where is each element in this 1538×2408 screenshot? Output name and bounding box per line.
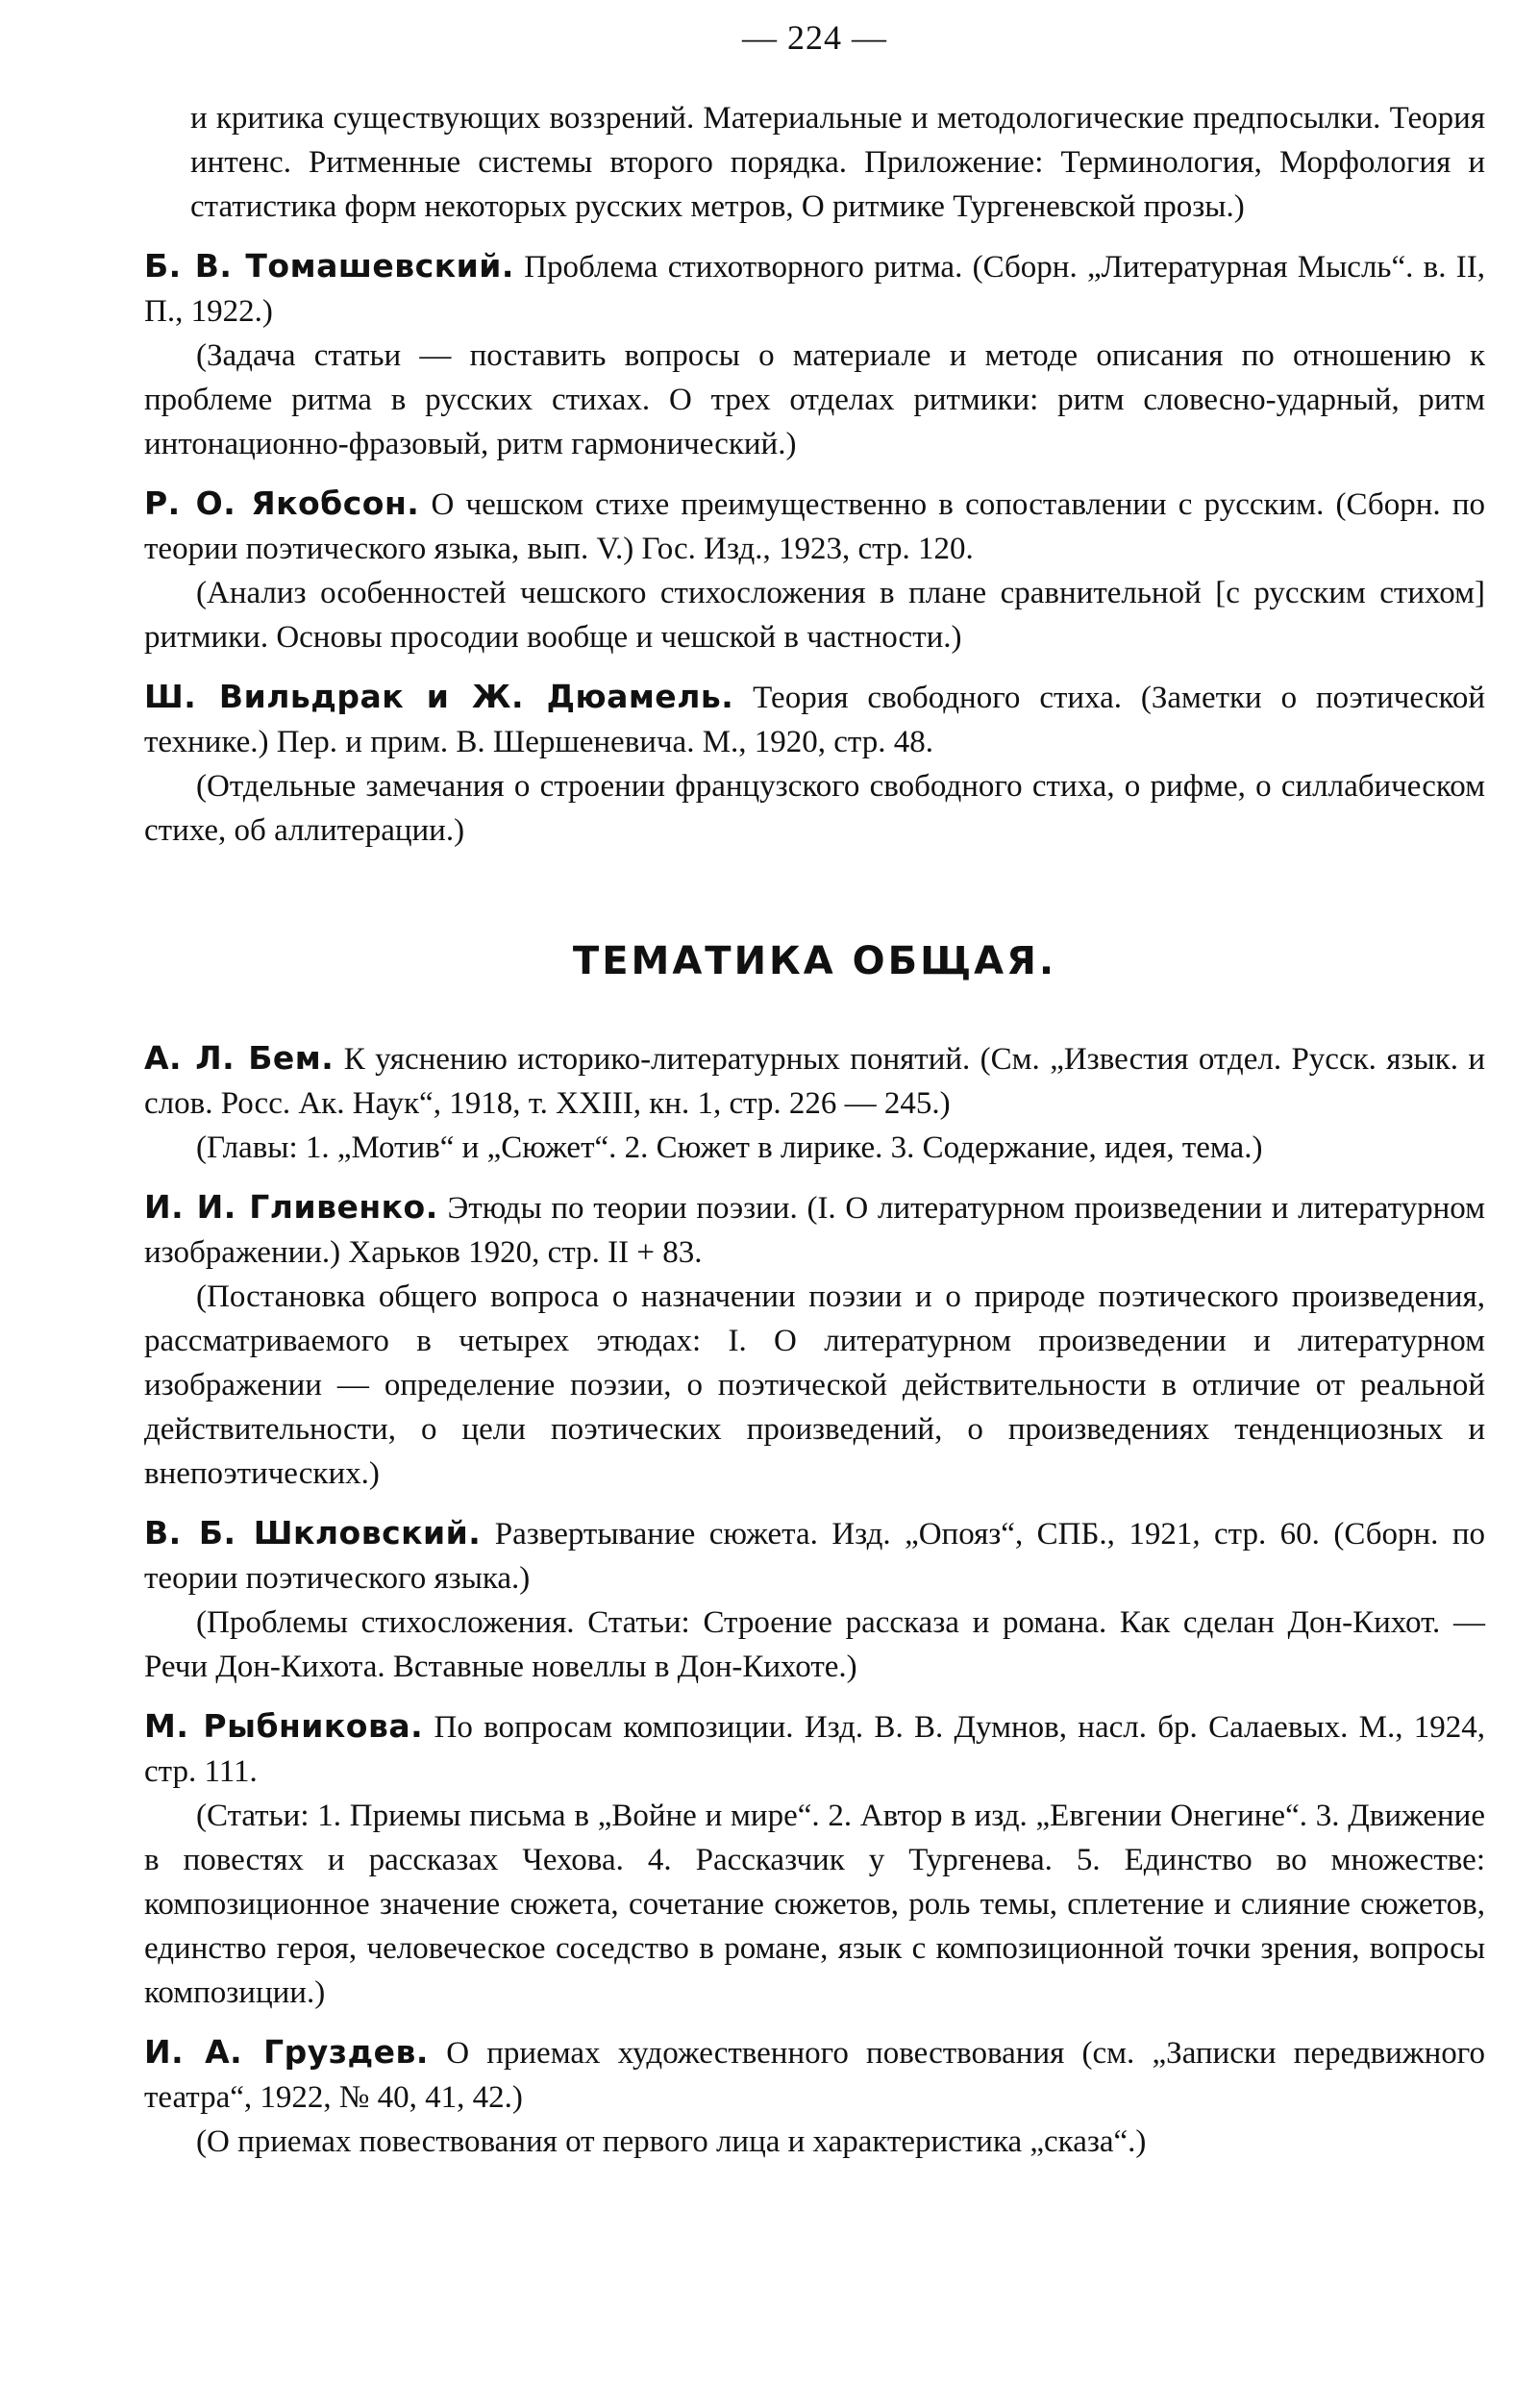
intro-continuation: и критика существующих воззрений. Материальные и методологические предпосылки. Теория интенс. Ритменные системы второго порядка. Приложение: Терминология, Морфология и статистика форм некоторых русских метров, О ритмике Тургеневской прозы.) [190,101,1485,224]
entry-author: М. Рыбникова. [144,1707,424,1745]
entry-author: А. Л. Бем. [144,1039,335,1077]
entry-annotation-block [144,1601,1485,1689]
entry-title: По вопросам композиции. Изд. В. В. Думнов, насл. бр. Салаевых. М., 1924, стр. 111. [144,1710,1486,1789]
bib-entry-rybnikova [144,1704,1485,2015]
entry-annotation: (О приемах повествования от первого лица и характеристика „сказа“.) [196,2124,1147,2159]
entry-annotation-block [144,1794,1485,2015]
bib-entry-vildrac-duhamel [144,675,1485,853]
entry-annotation: (Постановка общего вопроса о назначении поэзии и о природе поэтического произведения, рассматриваемого в четырех этюдах: I. О литературном произведении и литературном изображении — определение поэзии, о поэтической действительности в отличие от реальной действительности, о цели поэтических произведений, о произведениях тенденциозных и внепоэтических.) [144,1279,1485,1491]
bib-entry-bem [144,1036,1485,1170]
bib-entry-heading [144,1036,1485,1126]
bib-entry-shklovsky [144,1511,1485,1689]
page-body [144,96,1485,2164]
bib-entry-heading [144,2030,1485,2120]
bib-entry-tomashevsky [144,244,1485,466]
entry-annotation: (Задача статьи — поставить вопросы о материале и методе описания по отношению к проблеме ритма в русских стихах. О трех отделах ритмики: ритм словесно-ударный, ритм интонационно-фразовый, ритм гармонический.) [144,338,1485,461]
entry-annotation: (Анализ особенностей чешского стихосложения в плане сравнительной [с русским стихом] ритмики. Основы просодии вообще и чешской в частности.) [144,576,1485,655]
bib-entry-heading [144,1704,1485,1794]
entry-author: Р. О. Якобсон. [144,484,420,522]
entry-author: В. Б. Шкловский. [144,1514,482,1552]
bib-entry-heading [144,244,1485,334]
entry-author: Ш. Вильдрак и Ж. Дюамель. [144,678,734,715]
entry-author: Б. В. Томашевский. [144,247,514,285]
bib-entry-glivenko [144,1185,1485,1496]
entry-annotation-block [144,764,1485,853]
entry-title: О чешском стихе преимущественно в сопоставлении с русским. (Сборн. по теории поэтического языка, вып. V.) Гос. Изд., 1923, стр. 120. [144,487,1485,566]
bib-entry-gruzdev [144,2030,1485,2164]
page-number: — 224 — [742,18,887,57]
entry-title: Развертывание сюжета. Изд. „Опояз“, СПБ., 1921, стр. 60. (Сборн. по теории поэтического языка.) [144,1517,1486,1596]
bib-entry-heading [144,1185,1485,1275]
book-page [144,0,1485,2408]
entry-annotation-block [144,334,1485,466]
bib-entry-heading [144,1511,1485,1601]
bib-entry-heading [144,482,1485,571]
entry-annotation: (Проблемы стихосложения. Статьи: Строение рассказа и романа. Как сделан Дон-Кихот. — Речи Дон-Кихота. Вставные новеллы в Дон-Кихоте.) [144,1605,1485,1684]
entry-title: Теория свободного стиха. (Заметки о поэтической технике.) Пер. и прим. В. Шершеневича. М., 1920, стр. 48. [144,681,1486,759]
bib-entry-jakobson [144,482,1485,659]
entry-author: И. А. Груздев. [144,2033,429,2071]
entry-annotation-block [144,1126,1485,1170]
entry-annotation: (Главы: 1. „Мотив“ и „Сюжет“. 2. Сюжет в лирике. 3. Содержание, идея, тема.) [196,1130,1263,1165]
entry-annotation-block [144,2120,1485,2164]
entry-title: Проблема стихотворного ритма. (Сборн. „Литературная Мысль“. в. II, П., 1922.) [144,250,1485,329]
entry-title: О приемах художественного повествования (см. „Записки передвижного театра“, 1922, № 40, 41, 42.) [144,2036,1486,2115]
entry-author: И. И. Гливенко. [144,1188,438,1226]
entry-annotation-block [144,571,1485,659]
entry-title: К уяснению историко-литературных понятий. (См. „Известия отдел. Русск. язык. и слов. Росс. Ак. Наук“, 1918, т. XXIII, кн. 1, стр. 226 — 245.) [144,1042,1485,1121]
entry-annotation: (Статьи: 1. Приемы письма в „Войне и мире“. 2. Автор в изд. „Евгении Онегине“. 3. Движение в повестях и рассказах Чехова. 4. Рассказчик у Тургенева. 5. Единство во множестве: композиционное значение сюжета, сочетание сюжетов, роль темы, сплетение и слияние сюжетов, единство героя, человеческое соседство в романе, язык с композиционной точки зрения, вопросы композиции.) [144,1799,1485,2010]
entry-annotation: (Отдельные замечания о строении французского свободного стиха, о рифме, о силлабическом стихе, об аллитерации.) [144,769,1485,848]
entry-title: Этюды по теории поэзии. (I. О литературном произведении и литературном изображении.) Харьков 1920, стр. II + 83. [144,1191,1485,1270]
bib-entry-heading [144,675,1485,764]
section-title: ТЕМАТИКА ОБЩАЯ. [572,939,1057,983]
entry-annotation-block [144,1275,1485,1496]
